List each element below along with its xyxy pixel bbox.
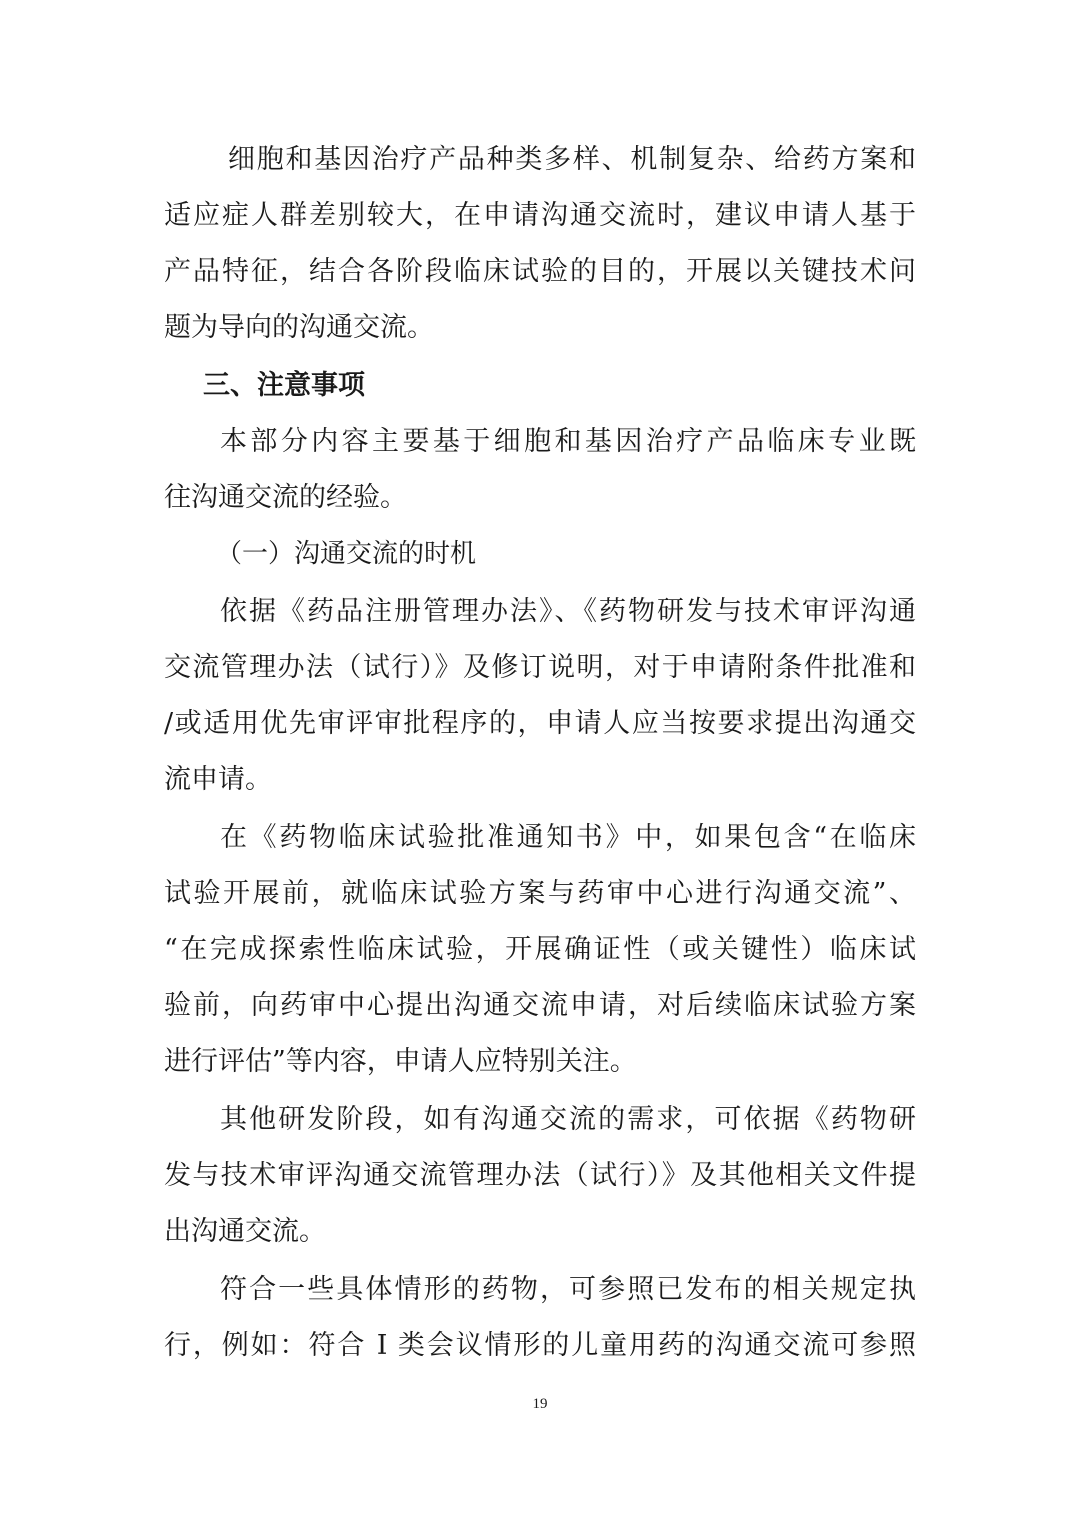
paragraph-line: 发与技术审评沟通交流管理办法（试行）》及其他相关文件提 bbox=[164, 1160, 916, 1191]
paragraph-line: 其他研发阶段，如有沟通交流的需求，可依据《药物研 bbox=[220, 1104, 916, 1135]
paragraph-line: 出沟通交流。 bbox=[164, 1216, 326, 1247]
paragraph-line: /或适用优先审评审批程序的，申请人应当按要求提出沟通交 bbox=[164, 708, 916, 739]
paragraph-line: 验前，向药审中心提出沟通交流申请，对后续临床试验方案 bbox=[164, 990, 916, 1021]
paragraph-line: 细胞和基因治疗产品种类多样、机制复杂、给药方案和 bbox=[228, 144, 916, 175]
paragraph-line: 适应症人群差别较大，在申请沟通交流时，建议申请人基于 bbox=[164, 200, 916, 231]
paragraph-line: 交流管理办法（试行）》及修订说明，对于申请附条件批准和 bbox=[164, 652, 916, 683]
paragraph-line: “在完成探索性临床试验，开展确证性（或关键性）临床试 bbox=[164, 934, 916, 965]
paragraph-line: 符合一些具体情形的药物，可参照已发布的相关规定执 bbox=[220, 1274, 916, 1305]
page-number: 19 bbox=[532, 1396, 548, 1412]
paragraph-line: 本部分内容主要基于细胞和基因治疗产品临床专业既 bbox=[220, 426, 916, 457]
paragraph-line: 往沟通交流的经验。 bbox=[164, 482, 407, 513]
paragraph-line: 流申请。 bbox=[164, 764, 272, 795]
section-heading: 三、注意事项 bbox=[203, 370, 365, 401]
paragraph-line: 在《药物临床试验批准通知书》中，如果包含“在临床 bbox=[220, 822, 916, 853]
paragraph-line: 依据《药品注册管理办法》、《药物研发与技术审评沟通 bbox=[220, 596, 916, 627]
paragraph-line: 进行评估”等内容，申请人应特别关注。 bbox=[164, 1046, 637, 1077]
paragraph-line: 行，例如：符合 I 类会议情形的儿童用药的沟通交流可参照 bbox=[164, 1330, 916, 1361]
paragraph-line: 题为导向的沟通交流。 bbox=[164, 312, 434, 343]
paragraph-line: 试验开展前，就临床试验方案与药审中心进行沟通交流”、 bbox=[164, 878, 916, 909]
subsection-heading: （一）沟通交流的时机 bbox=[216, 539, 477, 569]
paragraph-line: 产品特征，结合各阶段临床试验的目的，开展以关键技术问 bbox=[164, 256, 916, 287]
